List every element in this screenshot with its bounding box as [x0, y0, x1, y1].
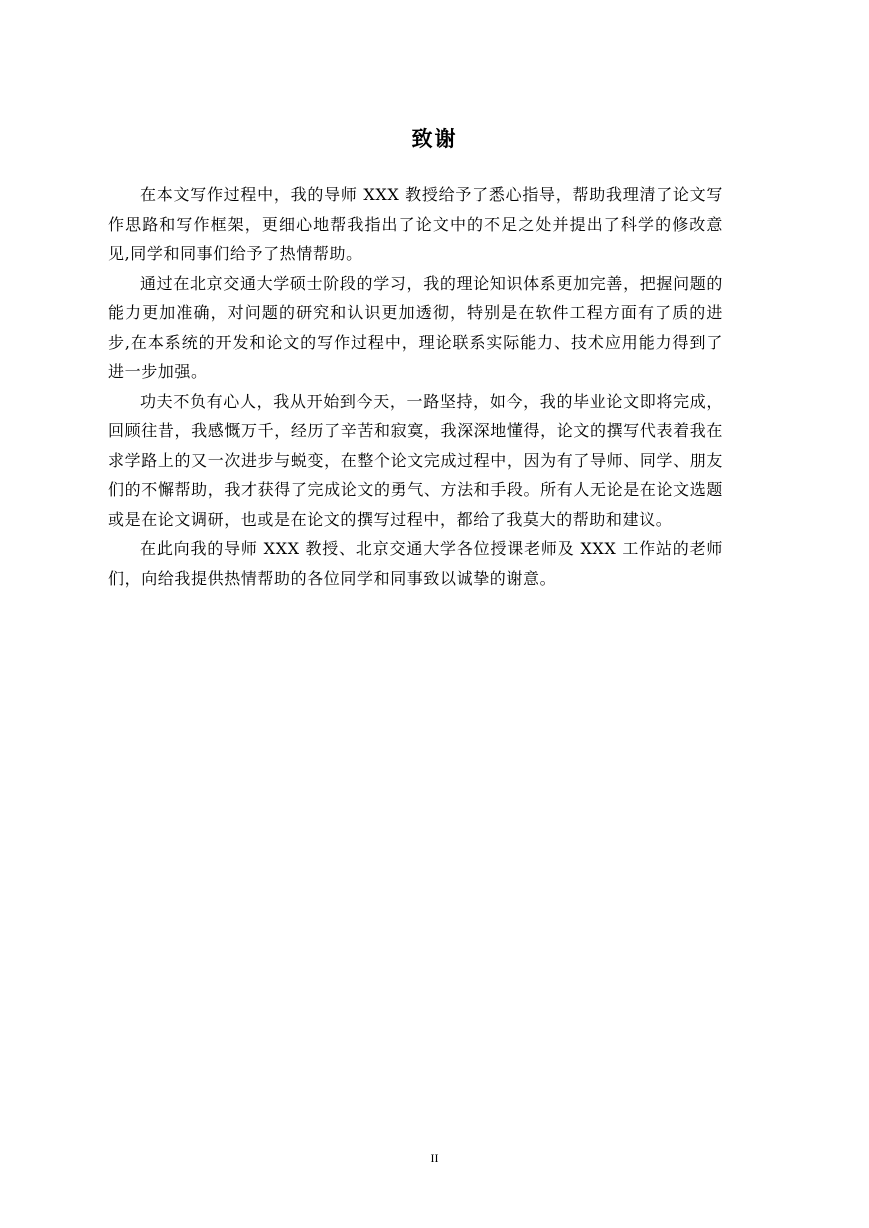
page-number: II: [430, 1151, 439, 1165]
paragraph-3: 功夫不负有心人，我从开始到今天，一路坚持，如今，我的毕业论文即将完成，回顾往昔，我感慨万千，经历了辛苦和寂寞，我深深地懂得，论文的撰写代表着我在求学路上的又一次进步与蜕变，在整个论文完成过程中，因为有了导师、同学、朋友们的不懈帮助，我才获得了完成论文的勇气、方法和手段。所有人无论是在论文选题或是在论文调研，也或是在论文的撰写过程中，都给了我莫大的帮助和建议。: [108, 391, 723, 529]
paragraph-2: 通过在北京交通大学硕士阶段的学习，我的理论知识体系更加完善，把握问题的能力更加准确，对问题的研究和认识更加透彻，特别是在软件工程方面有了质的进步,在本系统的开发和论文的写作过程中，理论联系实际能力、技术应用能力得到了进一步加强。: [108, 273, 723, 381]
acknowledgement-body: [108, 180, 723, 593]
paragraph-1: 在本文写作过程中，我的导师 XXX 教授给予了悉心指导，帮助我理清了论文写作思路和写作框架，更细心地帮我指出了论文中的不足之处并提出了科学的修改意见,同学和同事们给予了热情帮助。: [108, 185, 723, 263]
paragraph-4: 在此向我的导师 XXX 教授、北京交通大学各位授课老师及 XXX 工作站的老师们，向给我提供热情帮助的各位同学和同事致以诚挚的谢意。: [108, 539, 723, 588]
page-title: 致谢: [411, 127, 458, 151]
